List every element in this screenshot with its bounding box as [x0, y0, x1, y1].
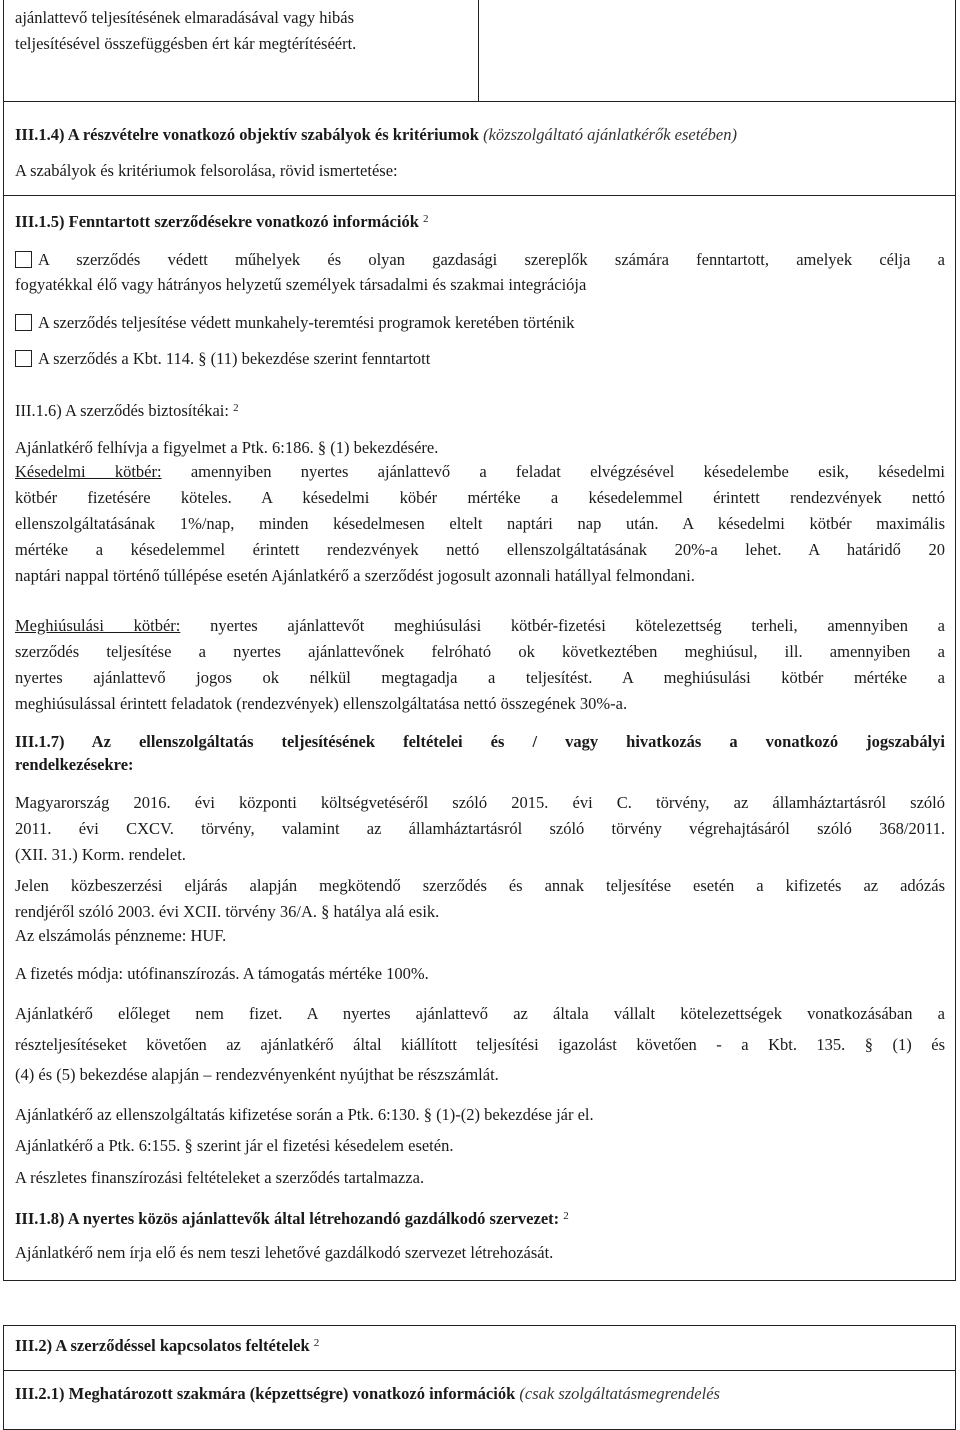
section-314-title-note: (közszolgáltató ajánlatkérők esetében) [483, 125, 737, 144]
failure-penalty-line-4: meghiúsulással érintett feladatok (rendezvények) ellenszolgáltatása nettó összegének 30%-a. [15, 694, 628, 713]
advance-line-1: Ajánlatkérő előleget nem fizet. A nyertes ajánlattevő az általa vállalt kötelezettségek vonatkozásában a [15, 1004, 945, 1023]
advance-line-3: (4) és (5) bekezdése alapján – rendezvényenként nyújthat be részszámlát. [15, 1065, 499, 1084]
late-penalty-text-1: amennyiben nyertes ajánlattevő a feladat elvégzésével késedelembe esik, késedelmi [161, 462, 945, 481]
failure-penalty-line-3: nyertes ajánlattevő jogos ok nélkül megtagadja a teljesítést. A meghiúsulási kötbér mértéke a [15, 668, 945, 687]
section-315-heading [15, 208, 429, 233]
reserved-option-1-label: A szerződés védett műhelyek és olyan gazdasági szereplők számára fenntartott, amelyek célja a [38, 250, 945, 269]
section-314-text: A szabályok és kritériumok felsorolása, rövid ismertetése: [15, 161, 398, 180]
reserved-option-2-checkbox[interactable] [15, 314, 32, 331]
jelen-line-1: Jelen közbeszerzési eljárás alapján megkötendő szerződés és annak teljesítése esetén a kifizetés az adózás [15, 876, 945, 895]
failure-penalty-text-1: nyertes ajánlattevőt meghiúsulási kötbér-fizetési kötelezettség terheli, amennyiben a [180, 616, 945, 635]
currency-text: Az elszámolás pénzneme: HUF. [15, 926, 227, 945]
late-penalty-line-1 [15, 459, 945, 485]
law-line-1: Magyarország 2016. évi központi költségvetéséről szóló 2015. évi C. törvény, az államháztartásról szóló [15, 793, 945, 812]
reserved-option-1-line-2: fogyatékkal élő vagy hátrányos helyzetű személyek társadalmi és szakmai integrációja [15, 275, 587, 294]
footnote-marker: 2 [423, 213, 429, 225]
ptk-155-text: Ajánlatkérő a Ptk. 6:155. § szerint jár el fizetési késedelem esetén. [15, 1136, 454, 1155]
failure-penalty-line-2: szerződés teljesítése a nyertes ajánlattevőnek felróható ok következtében meghiúsul, ill. amennyiben a [15, 642, 945, 661]
reserved-option-3-label: A szerződés a Kbt. 114. § (11) bekezdése szerint fenntartott [38, 349, 431, 368]
failure-penalty-label: Meghiúsulási kötbér: [15, 616, 181, 635]
footnote-marker: 2 [563, 1210, 569, 1222]
law-line-3: (XII. 31.) Korm. rendelet. [15, 845, 186, 864]
section-317-title-line-1 [15, 729, 945, 755]
law-line-2: 2011. évi CXCV. törvény, valamint az államháztartásról szóló törvény végrehajtásáról szóló 368/2011. [15, 819, 945, 838]
late-penalty-line-2: kötbér fizetésére köteles. A késedelmi köbér mértéke a késedelemmel érintett rendezvények nettó [15, 488, 945, 507]
section-317-title-line-2 [15, 753, 134, 776]
section-317-title-2: rendelkezésekre: [15, 755, 134, 774]
late-penalty-label: Késedelmi kötbér: [15, 462, 162, 481]
section-32-heading [15, 1332, 319, 1357]
section-321-heading [15, 1382, 720, 1405]
footnote-marker: 2 [313, 1337, 320, 1349]
top-cell-line-2: teljesítésével összefüggésben ért kár megtérítéséért. [15, 34, 357, 53]
reserved-option-1-checkbox[interactable] [15, 251, 32, 268]
section-316-heading [15, 397, 239, 422]
financing-details-text: A részletes finanszírozási feltételeket a szerződés tartalmazza. [15, 1168, 425, 1187]
advance-line-2: részteljesítéseket követően az ajánlatkérő által kiállított teljesítési igazolást követően - a Kbt. 135. § (1) és [15, 1035, 945, 1054]
section-316-intro: Ajánlatkérő felhívja a figyelmet a Ptk. 6:186. § (1) bekezdésére. [15, 438, 439, 457]
top-right-cell-frame [478, 0, 956, 102]
section-321-title: III.2.1) Meghatározott szakmára (képzettségre) vonatkozó információk [15, 1384, 516, 1403]
section-314-heading [15, 123, 737, 146]
section-315-title: III.1.5) Fenntartott szerződésekre vonatkozó információk [15, 212, 419, 231]
section-314-title: III.1.4) A részvételre vonatkozó objektív szabályok és kritériumok [15, 125, 479, 144]
section-317-title-1: III.1.7) Az ellenszolgáltatás teljesítésének feltételei és / vagy hivatkozás a vonatkozó jogszabályi [15, 732, 945, 751]
payment-method-text: A fizetés módja: utófinanszírozás. A támogatás mértéke 100%. [15, 964, 429, 983]
footnote-marker: 2 [233, 402, 239, 414]
late-penalty-line-4: mértéke a késedelemmel érintett rendezvények nettó ellenszolgáltatásának 20%-a lehet. A határidő 20 [15, 540, 945, 559]
section-318-heading [15, 1205, 569, 1230]
section-321-title-note: (csak szolgáltatásmegrendelés [519, 1384, 720, 1403]
section-32-title: III.2) A szerződéssel kapcsolatos feltételek [15, 1336, 310, 1355]
reserved-option-2 [15, 311, 575, 334]
reserved-option-3 [15, 347, 430, 370]
late-penalty-line-5: naptári nappal történő túllépése esetén Ajánlatkérő a szerződést jogosult azonnali hatállyal felmondani. [15, 566, 695, 585]
top-cell-line-1: ajánlattevő teljesítésének elmaradásával vagy hibás [15, 8, 355, 27]
failure-penalty-line-1 [15, 613, 945, 639]
late-penalty-line-3: ellenszolgáltatásának 1%/nap, minden késedelmesen eltelt naptári nap után. A késedelmi kötbér maximális [15, 514, 945, 533]
jelen-line-2: rendjéről szóló 2003. évi XCII. törvény 36/A. § hatálya alá esik. [15, 902, 440, 921]
reserved-option-2-label: A szerződés teljesítése védett munkahely-teremtési programok keretében történik [38, 313, 575, 332]
section-316-title: III.1.6) A szerződés biztosítékai: [15, 401, 229, 420]
section-318-title: III.1.8) A nyertes közös ajánlattevők által létrehozandó gazdálkodó szervezet: [15, 1209, 560, 1228]
ptk-130-text: Ajánlatkérő az ellenszolgáltatás kifizetése során a Ptk. 6:130. § (1)-(2) bekezdése jár el. [15, 1105, 594, 1124]
reserved-option-1-line-1 [15, 247, 945, 273]
reserved-option-3-checkbox[interactable] [15, 350, 32, 367]
section-318-text: Ajánlatkérő nem írja elő és nem teszi lehetővé gazdálkodó szervezet létrehozását. [15, 1243, 554, 1262]
